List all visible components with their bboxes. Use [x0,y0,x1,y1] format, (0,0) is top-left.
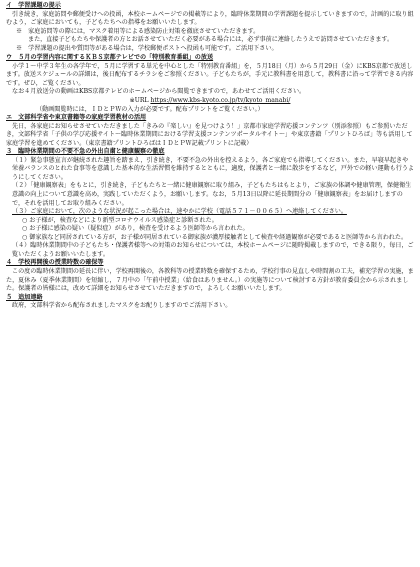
condition-1-text: お子様が，検査などにより新型コロナウイルス感染症と診断された。 [29,216,218,224]
tv-url-line [6,97,414,106]
condition-3: ○ 御家族など同居されている方が，お子様が同居されている御家族が濃厚接触者として検査や経過観察が必要であると医師等から言われた。 [22,233,408,241]
kbs-url-link[interactable]: https://www.kbs-kyoto.co.jp/tv/kyoto_manabi/ [150,97,291,105]
hours-paragraph: この度の臨時休業期間の延長に伴い，学校再開後の，各教科等の授業時数を確保するため，学校行事の見直しや時間割の工夫，補充学習の実施，また，夏休み（夏季休業期間）を短縮し，７月中の「午前中授業」（給食はありません。）の実施等について検討する方針が教育委員会から示されました。保護者の皆様には，改めて詳細をお知らせさせていただきますので，よろしくお願いいたします。 [6,267,414,293]
assignments-paragraph: 引き続き，家庭訪問や郵便受けへの投函，本校ホームページでの掲載等により，臨時休業期間の学習課題を提示していきますので，計画的に取り組むよう，ご家庭においても，子どもたちへの指導をお願いいたします。 [6,10,414,27]
url-login-note: （動画閲覧時には，ＩＤとＰＷの入力が必要です。配布プリントをご覧ください。） [36,105,264,113]
visit-note: ※ 家庭訪問等の際には，マスク着用等による感染防止対策を徹底させていただきます。 [16,27,260,35]
tv-paragraph: 小学１～中学３年生の各学年で，５月に学習する単元を中心とした「特別教育番組」を，５月18日（月）から５月29日（金）にKBS京都で放送します。放送スケジュールの詳細は，後日配布するチラシをご参照ください。子どもたちが，手元に教科書を用意して，教科書に沿って学習できる内容です。ぜひ，ご覧ください。 [6,62,414,87]
health-item-2: （２）「健康観察表」をもとに，引き続き，子どもたちと一緒に健康観察に取り組み，子どもたちはもとより，ご家族の体調や健康管理，保健衛生意識の向上について意識を高め，実践していただくよう，お願いします。なお，５月13日以降に延長期間分の「健康観察表」をお届けしますので，それを活用してお取り組みください。 [12,182,412,207]
condition-1: ○ お子様が，検査などにより新型コロナウイルス感染症と診断された。 [22,216,218,224]
section-heading-additional: ５ 追加連絡 [6,293,43,301]
condition-2: ○ お子様に感染の疑い（疑似症）があり，検査を受けるよう医師等から言われた。 [22,225,249,233]
contact-instruction: （３）ご家庭において，次のような状況が起こった場合は，速やかに学校（電話５７１－００６５）へ連絡してください。 [12,208,347,216]
health-item-4: （４）臨時休業期間中の子どもたち・保護者様等への対策のお知らせについては，本校ホームページに随時掲載しますので，できる限り，毎日，ご覧いただくようお願いいたします。 [12,242,414,258]
tv-archive-paragraph: なお４月放送分の動画はKBS京都テレビのホームページから閲覧できますので，あわせてご活用ください。 [12,88,306,96]
visit-note-continued: また，直接子どもたちや保護者の方とお話させていただく必要がある場合には，必ず事前に連絡したうえで訪問させていただきます。 [28,36,394,44]
additional-paragraph: 政府，文部科学省から配布されましたマスクをお配りしますのでご活用下さい。 [12,302,232,310]
section-heading-assignments: イ 学習課題の提示 [6,2,61,9]
health-item-1: （１）緊急事態宣言が継続された趣旨を踏まえ，引き続き，不要不急の外出を控えるよう，各ご家庭でも指導してください。また，早寝早起きや栄養バランスのとれた食事等を意識した基本的な生活習慣を維持するとともに，適度，保護者と一緒に散歩をするなど，戸外での軽い運動も行うようにしてください。 [12,156,415,181]
section-heading-materials: エ 文部科学省や東京書籍等の家庭学習教材の活用 [6,114,147,122]
condition-3-text: 御家族など同居されている方が，お子様が同居されている御家族が濃厚接触者として検査や経過観察が必要であると医師等から言われた。 [29,233,408,241]
url-label: ※URL [129,97,149,105]
condition-2-text: お子様に感染の疑い（疑似症）があり，検査を受けるよう医師等から言われた。 [29,225,249,233]
health-item-3 [6,208,414,217]
mailbox-note: ※ 学習課題の提出や質問等がある場合は，学校郵便ポストへ投函も可能です。ご活用下さい。 [16,44,278,52]
section-heading-tv: ウ ５月の学習内容に関するＫＢＳ京都テレビでの「特別教育番組」の放送 [6,54,214,62]
materials-paragraph: 先日，各家庭にお知らせさせていただきました「きみの『楽しい』を見つけよう！」京都市家庭学習応援コンテンツ（別添参照）もご参照いただき，文部科学省「子供の学び応援サイト～臨時休業期間における学習支援コンテンツポータルサイト～」や東京書籍「プリントひろば」等も活用して家庭学習を進めてください。（東京書籍プリントひろばはＩＤとＰＷ記載プリントに記載） [6,122,413,147]
section-heading-hours: ４ 学校再開後の授業時数の確保等 [6,259,104,267]
section-heading-health: ３ 臨時休業期間の不要不急の外出自粛と健康観察の徹底 [6,148,165,156]
